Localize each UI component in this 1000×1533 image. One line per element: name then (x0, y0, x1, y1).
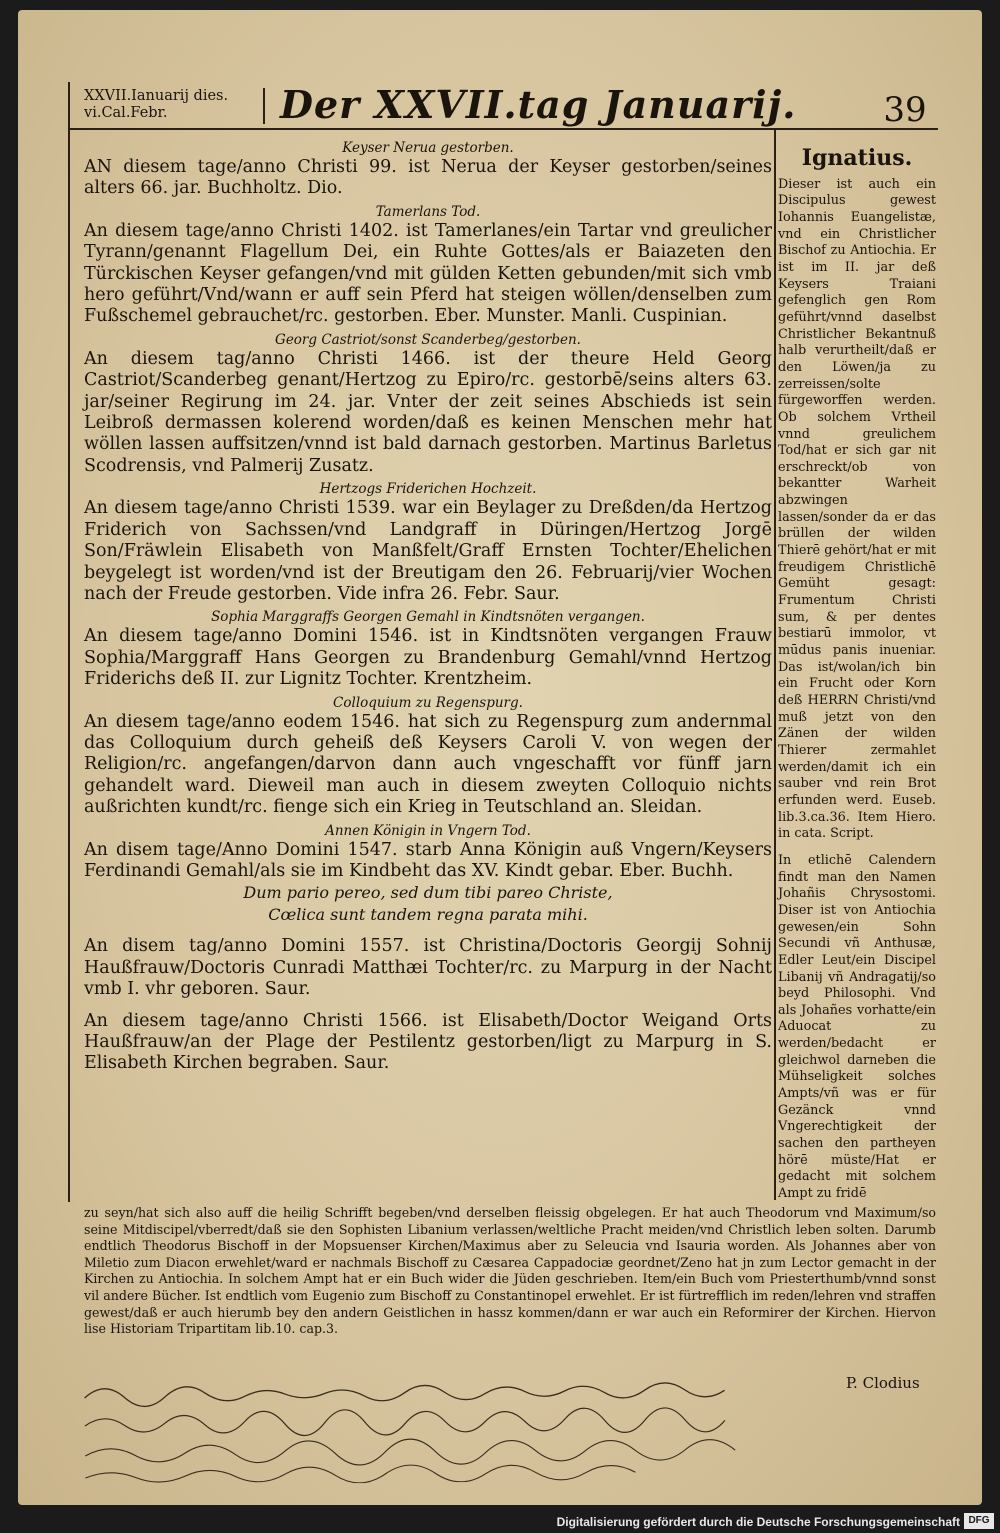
entry-text: An diesem tage/anno Christi 1539. war ein Beylager zu Dreßden/da Hertzog Friderich von Sachssen/vnd Landgraff in Düringen/Hertzog Jorgē Son/Fräwlein Elisabeth von Manßfelt/Graff Ernsten Tochter/Ehelichen beygelegt ist worden/vnd ist der Breutigam den 26. Februarij/vier Wochen nach der Freude gestorben. Vide infra 26. Febr. Saur. (84, 498, 772, 604)
entry-heading: Sophia Marggraffs Georgen Gemahl in Kindtsnöten vergangen. (211, 609, 645, 626)
book-page (18, 10, 982, 1505)
entry-heading: Tamerlans Tod. (375, 203, 481, 220)
header-rule (68, 128, 938, 130)
entry-text: An diesem tag/anno Christi 1466. ist der theure Held Georg Castriot/Scanderbeg genant/Hertzog zu Epiro/rc. gestorbē/seins alters 63. jar/seiner Regirung im 24. jar. Vnter der zeit seines Abschieds ist sein Leibroß dermassen kolerend worden/daß es keinen Menschen mehr hat wöllen lassen auffsitzen/vnnd ist bald darnach gestorben. Martinus Barletus Scodrensis, vnd Palmerij Zusatz. (84, 348, 772, 476)
entry-text: An diesem tage/anno Christi 1566. ist Elisabeth/Doctor Weigand Orts Haußfrauw/an der Plage der Pestilentz gestorben/ligt zu Marpurg in S. Elisabeth Kirchen begraben. Saur. (84, 1010, 772, 1074)
entry-text: An disem tage/Anno Domini 1547. starb Anna Königin auß Vngern/Keysers Ferdinandi Gemahl/als sie im Kindbeht das XV. Kindt gebar. Eber. Buchh. (84, 839, 772, 881)
entry-text: An disem tag/anno Domini 1557. ist Christina/Doctoris Georgij Sohnij Haußfrauw/Doctoris Cunradi Matthæi Tochter/rc. zu Marpurg in der Nacht vmb I. vhr geboren. Saur. (84, 936, 772, 1000)
entry-heading: Georg Castriot/sonst Scanderbeg/gestorben. (275, 331, 581, 348)
verse-line: Cœlica sunt tandem regna parata mihi. (268, 905, 588, 925)
entry-text: AN diesem tage/anno Christi 99. ist Nerua der Keyser gestorben/seines alters 66. jar. Buchholtz. Dio. (84, 157, 772, 199)
entry-text: An diesem tage/anno Domini 1546. ist in Kindtsnöten vergangen Frauw Sophia/Marggraff Hans Georgen zu Brandenburg Gemahl/vnnd Hertzog Friderichs deß II. zur Lignitz Tochter. Krentzheim. (84, 626, 772, 690)
column-divider (774, 128, 776, 1200)
header-date-label (84, 88, 264, 122)
entry-heading: Keyser Nerua gestorben. (342, 140, 514, 156)
side-title: Ignatius. (801, 145, 913, 171)
entry-text: An diesem tage/anno eodem 1546. hat sich zu Regenspurg zum andernmal das Colloquium durch geheiß deß Keysers Caroli V. von wegen der Religion/rc. angefangen/darvon dann auch vngeschafft vor fünff jarn gehandelt ward. Dieweil man auch in diesem zweyten Colloquio nichts außrichten kundt/rc. fienge sich ein Krieg in Teutschland an. Sleidan. (84, 711, 772, 818)
verse-line: Dum pario pereo, sed dum tibi pareo Christe, (243, 883, 613, 903)
entry-heading: Annen Königin in Vngern Tod. (325, 822, 531, 839)
page-title: Der XXVII.tag Januarij. (280, 82, 797, 127)
header-date-line1: XXVII.Ianuarij dies. (84, 88, 229, 104)
entry-heading: Hertzogs Friderichen Hochzeit. (319, 481, 537, 498)
header-date-line2: vi.Cal.Febr. (84, 105, 168, 121)
dfg-logo-text: DFG (968, 1515, 990, 1526)
footer-credit: Digitalisierung gefördert durch die Deutsche Forschungsgemeinschaft (556, 1515, 960, 1529)
side-column (778, 145, 936, 1203)
main-column (84, 136, 772, 1075)
side-text: Dieser ist auch ein Discipulus gewest Iohannis Euangelistæ, vnd ein Christlicher Bischof zu Antiochia. Er ist im II. jar deß Keysers Traiani gefenglich gen Rom geführt/vnnd daselbst Christlicher Bekantnuß halb verurtheilt/daß er den Löwen/ja zu zerreissen/solte fürgeworffen werden. Ob solchem Vrtheil vnnd greulichem Tod/hat er sich gar nit erschreckt/ob von bekantter Warheit abzwingen lassen/sonder da er das brüllen der wilden Thierē gehört/hat er mit freudigem Christlichē Gemüht gesagt: Frumentum Christi sum, & per dentes bestiarū immolor, vt mūdus panis inueniar. Das ist/wolan/ich bin ein Frucht oder Korn deß HERRN Christi/vnd muß jetzt von den Zänen der wilden Thierer zermahlet werden/damit ich ein sauber vnd rein Brot erfunden werd. Euseb. lib.3.ca.36. Item Hiero. in cata. Script. (778, 176, 936, 842)
signature: P. Clodius (846, 1374, 920, 1392)
side-text: In etlichē Calendern findt man den Namen Johañis Chrysostomi. Diser ist von Antiochia gewesen/ein Sohn Secundi vñ Anthusæ, Edler Leut/ein Discipel Libanij vñ Andragatij/so beyd Philosophi. Vnd als Johañes vorhatte/ein Aduocat zu werden/bedacht er gleichwol darneben die Mühseligkeit solches Ampts/vñ was er für Gezänck vnnd Vngerechtigkeit der sachen den partheyen hörē müste/Hat er gedacht mit solchem Ampt zu fridē (778, 852, 936, 1202)
header-divider (263, 88, 265, 124)
bottom-continuation: zu seyn/hat sich also auff die heilig Schrifft begeben/vnd derselben fleissig obgelegen. Er hat auch Theodorum vnd Maximum/so seine Mitdiscipel/vberredt/daß sie den Sophisten Libanium verlassen/weltliche Pracht meiden/vnd Christlich leben solten. Darumb endtlich Theodorus Bischoff in der Mopsuenser Kirchen/Maximus aber zu Seleucia vnd Isauria worden. Als Johannes aber von Miletio zum Diacon erwehlet/ward er nachmals Bischoff zu Cæsarea Cappadociæ geordnet/Zeno hat jn zum Lector gemacht in der Kirchen zu Antiochia. In solchem Ampt hat er ein Buch wider die Jüden geschrieben. Item/ein Buch vom Priesterthumb/vnnd sonst vil andere Bücher. Ist endtlich vom Eugenio zum Bischoff zu Constantinopel erwehlet. Er ist fürtrefflich im reden/lehren vnd straffen gewest/daß er auch hierumb bey den andern Geistlichen in hassz kommen/dann er war auch ein Reformirer der Kirchen. Hiervon lise Historiam Tripartitam lib.10. cap.3. (84, 1205, 936, 1337)
entry-heading: Colloquium zu Regenspurg. (333, 694, 523, 711)
handwritten-annotation (79, 1368, 860, 1492)
page-number: 39 (883, 90, 927, 130)
latin-verse (84, 882, 772, 926)
dfg-logo (964, 1513, 994, 1529)
handwriting-scribble (79, 1368, 840, 1486)
entry-text: An diesem tage/anno Christi 1402. ist Tamerlanes/ein Tartar vnd greulicher Tyrann/genannt Flagellum Dei, ein Ruhte Gottes/als er Baiazeten den Türckischen Keyser gefangen/vnd mit gülden Ketten gebunden/mit sich vmb hero geführt/Vnd/wann er auff sein Pferd hat steigen wöllen/denselben zum Fußschemel gebrauchet/rc. gestorben. Eber. Munster. Manli. Cuspinian. (84, 220, 772, 327)
